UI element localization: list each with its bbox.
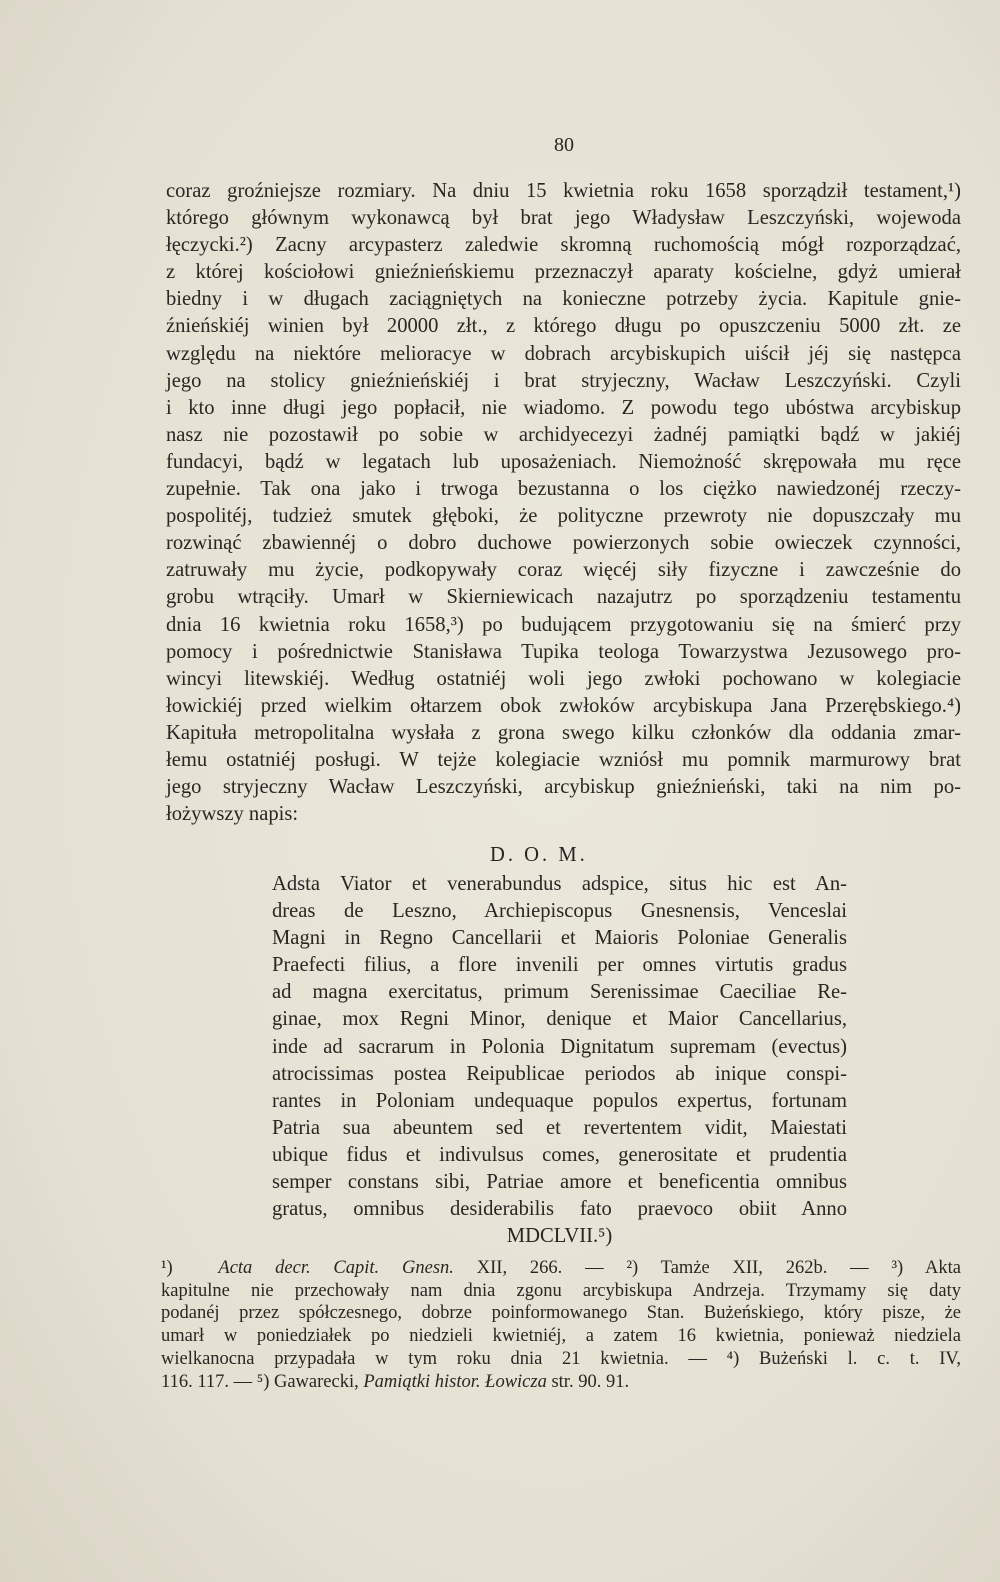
epitaph-line: Praefecti filius, a flore invenili per omnes virtutis gradus [272, 954, 847, 977]
epitaph-line: rantes in Poloniam undequaque populos expertus, fortunam [272, 1089, 847, 1112]
text-line: łowickiéj przed wielkim ołtarzem obok zwłoków arcybiskupa Jana Przerębskiego.⁴) [166, 694, 961, 717]
footnotes [161, 1257, 961, 1393]
epitaph-line: Magni in Regno Cancellarii et Maioris Poloniae Generalis [272, 927, 847, 950]
footnote-line: wielkanocna przypadała w tym roku dnia 21 kwietnia. — ⁴) Bużeński l. c. t. IV, [161, 1348, 961, 1369]
text-line: względu na niektóre melioracye w dobrach arcybiskupich uiścił jéj się następca [166, 342, 961, 365]
text-line: pospolitéj, tudzież smutek głęboki, że polityczne przewroty nie dopuszczały mu [166, 505, 961, 528]
text-line: coraz groźniejsze rozmiary. Na dniu 15 kwietnia roku 1658 sporządził testament,¹) [166, 180, 961, 202]
text-line: łożywszy napis: [166, 803, 299, 826]
text-line: z której kościołowi gnieźnieńskiemu przeznaczył aparaty kościelne, gdyż umierał [166, 261, 961, 284]
footnote-text: XII, 266. — ²) Tamże XII, 262b. — ³) Akta [476, 1258, 961, 1278]
epitaph-line: ad magna exercitatus, primum Serenissimae Caeciliae Re- [272, 981, 847, 1004]
epitaph-year: MDCLVII.⁵) [506, 1225, 613, 1248]
footnote-text: str. 90. 91. [551, 1371, 630, 1392]
page-number: 80 [554, 134, 574, 156]
epitaph-inscription [272, 871, 847, 1250]
epitaph-line: ginae, mox Regni Minor, denique et Maior Cancellarius, [272, 1008, 847, 1031]
epitaph-line: Adsta Viator et venerabundus adspice, situs hic est An- [272, 873, 847, 895]
text-line: nasz nie pozostawił po sobie w archidyecezyi żadnéj pamiątki bądź w jakiéj [166, 423, 961, 446]
text-line: zatruwały mu życie, podkopywały coraz więcéj siły fizyczne i zawcześnie do [166, 559, 961, 582]
epitaph-line: inde ad sacrarum in Polonia Dignitatum supremam (evectus) [272, 1035, 847, 1058]
text-line: źnieńskiéj winien był 20000 złt., z którego długu po opuszczeniu 5000 złt. ze [166, 315, 961, 338]
footnote-text: 116. 117. — ⁵) Gawarecki, [161, 1371, 359, 1392]
text-line: biedny i w długach zaciągniętych na konieczne potrzeby życia. Kapitule gnie- [166, 288, 961, 311]
text-line: Kapituła metropolitalna wysłała z grona swego kilku członków dla oddania zmar- [166, 721, 961, 744]
footnote-line [161, 1257, 961, 1280]
text-line: grobu wtrąciły. Umarł w Skierniewicach nazajutrz po sporządzeniu testamentu [166, 586, 961, 609]
text-line: zupełnie. Tak ona jako i trwoga bezustanna o los ciężko nawiedzonéj rzeczy- [166, 478, 961, 501]
text-line: i kto inne długi jego popłacił, nie wiadomo. Z powodu tego ubóstwa arcybiskup [166, 396, 961, 419]
epitaph-line: gratus, omnibus desiderabilis fato praevoco obiit Anno [272, 1198, 847, 1221]
epitaph-line: atrocissimas postea Reipublicae periodos ab inique conspi- [272, 1062, 847, 1085]
text-line: rozwinąć zbawiennéj o dobro duchowe powierzonych sobie owieczek czynności, [166, 532, 961, 555]
footnote-line: umarł w poniedziałek po niedzieli kwietniéj, a zatem 16 kwietnia, ponieważ niedziela [161, 1326, 961, 1347]
text-line: łęczycki.²) Zacny arcypasterz zaledwie skromną ruchomością mógł rozporządzać, [166, 234, 961, 257]
footnote-line [161, 1371, 961, 1394]
epitaph-line: semper constans sibi, Patriae amore et beneficentia omnibus [272, 1171, 847, 1194]
footnote-line: kapitulne nie przechowały nam dnia zgonu arcybiskupa Andrzeja. Trzymamy się daty [161, 1280, 961, 1301]
text-line: którego głównym wykonawcą był brat jego Władysław Leszczyński, wojewoda [166, 207, 961, 230]
text-line: łemu ostatniéj posługi. W tejże kolegiacie wzniósł mu pomnik marmurowy brat [166, 748, 961, 771]
text-line: wincyi litewskiéj. Według ostatniéj woli jego zwłoki pochowano w kolegiacie [166, 667, 961, 690]
text-line: jego na stolicy gnieźnieńskiéj i brat stryjeczny, Wacław Leszczyński. Czyli [166, 369, 961, 392]
footnote-source: Acta decr. Capit. Gnesn. [218, 1258, 454, 1278]
epitaph-line: dreas de Leszno, Archiepiscopus Gnesnensis, Venceslai [272, 900, 847, 923]
epitaph-heading: D. O. M. [490, 844, 588, 866]
epitaph-line: ubique fidus et indivulsus comes, generositate et prudentia [272, 1143, 847, 1166]
epitaph-line: Patria sua abeuntem sed et revertentem vidit, Maiestati [272, 1116, 847, 1139]
main-text [166, 178, 961, 828]
footnote-marker: ¹) [161, 1258, 173, 1278]
text-line: pomocy i pośrednictwie Stanisława Tupika teologa Towarzystwa Jezusowego pro- [166, 640, 961, 663]
footnote-line: podanéj przez spółczesnego, dobrze poinformowanego Stan. Bużeńskiego, który pisze, że [161, 1303, 961, 1324]
text-line: jego stryjeczny Wacław Leszczyński, arcybiskup gnieźnieński, taki na nim po- [166, 776, 961, 799]
text-line: fundacyi, bądź w legatach lub uposażeniach. Niemożność skrępowała mu ręce [166, 450, 961, 473]
footnote-source: Pamiątki histor. Łowicza [363, 1371, 547, 1392]
text-line: dnia 16 kwietnia roku 1658,³) po budującem przygotowaniu się na śmierć przy [166, 613, 961, 636]
